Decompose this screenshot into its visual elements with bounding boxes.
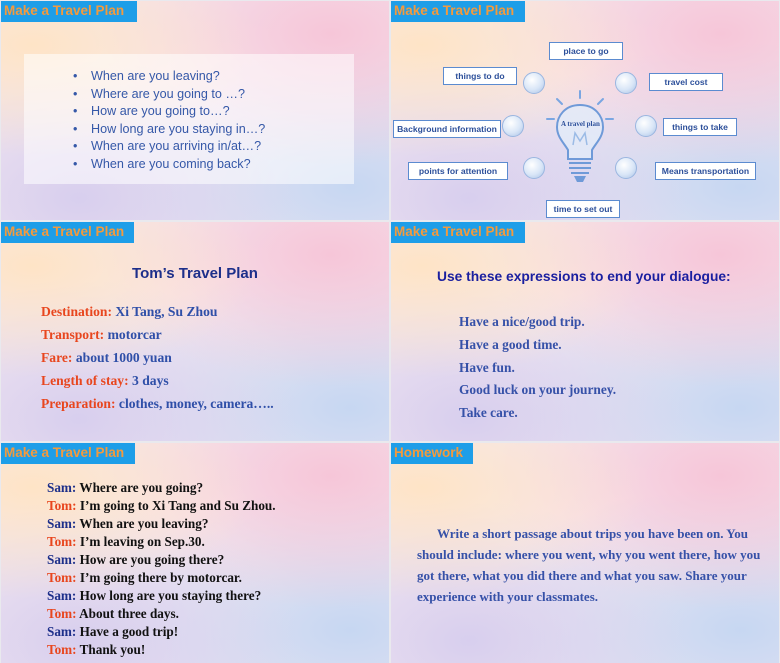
plan-value: 3 days	[132, 373, 169, 388]
expressions-heading: Use these expressions to end your dialogue:	[437, 269, 731, 284]
node-time-to-set-out: time to set out	[546, 200, 620, 218]
expression-item: Have a good time.	[459, 337, 562, 352]
dialogue-text: How long are you staying there?	[79, 588, 262, 603]
question-item: • How long are you staying in…?	[73, 121, 265, 139]
dialogue-line	[47, 624, 178, 640]
node-travel-cost: travel cost	[649, 73, 723, 91]
plan-key: Destination:	[41, 304, 112, 319]
slide-title: Make a Travel Plan	[1, 222, 134, 243]
dialogue-text: Where are you going?	[79, 480, 204, 495]
node-things-to-do: things to do	[443, 67, 517, 85]
questions-list	[73, 68, 265, 174]
plan-key: Transport:	[41, 327, 105, 342]
slide-title: Homework	[391, 443, 473, 464]
speaker-label: Sam:	[47, 516, 77, 531]
slide-mindmap	[391, 1, 779, 220]
slide-toms-plan	[1, 222, 389, 441]
dialogue-text: About three days.	[79, 606, 179, 621]
plan-key: Length of stay:	[41, 373, 129, 388]
dialogue-text: When are you leaving?	[79, 516, 209, 531]
dialogue-line	[47, 516, 208, 532]
slide-questions	[1, 1, 389, 220]
speaker-label: Sam:	[47, 552, 77, 567]
question-item: • When are you arriving in/at…?	[73, 138, 265, 156]
plan-value: motorcar	[107, 327, 162, 342]
plan-key: Preparation:	[41, 396, 116, 411]
plan-row	[41, 396, 274, 412]
expression-item: Good luck on your journey.	[459, 382, 617, 397]
slide-title: Make a Travel Plan	[1, 443, 135, 464]
dialogue-line	[47, 606, 179, 622]
plan-value: Xi Tang, Su Zhou	[115, 304, 218, 319]
speaker-label: Tom:	[47, 642, 77, 657]
slide-title: Make a Travel Plan	[391, 222, 525, 243]
slide-homework	[391, 443, 779, 663]
dialogue-line	[47, 552, 224, 568]
dialogue-line	[47, 588, 261, 604]
speaker-label: Tom:	[47, 498, 77, 513]
homework-paragraph: Write a short passage about trips you have been on. You should include: where you went, why you went there, how you got there, what you did there and what you saw. Share your experience with your classmates.	[417, 526, 761, 604]
node-background-information: Background information	[393, 120, 501, 138]
speaker-label: Tom:	[47, 606, 77, 621]
plan-row	[41, 304, 217, 320]
speaker-label: Sam:	[47, 588, 77, 603]
slide-title: Make a Travel Plan	[391, 1, 525, 22]
slide-title: Make a Travel Plan	[1, 1, 137, 22]
speaker-label: Tom:	[47, 534, 77, 549]
mindmap-center-label: A travel plan	[561, 120, 600, 128]
question-item: • How are you going to…?	[73, 103, 265, 121]
slide-expressions	[391, 222, 779, 441]
expression-item: Take care.	[459, 405, 518, 420]
plan-row	[41, 350, 172, 366]
expression-item: Have fun.	[459, 360, 515, 375]
dialogue-text: I’m going to Xi Tang and Su Zhou.	[79, 498, 276, 513]
node-connector-icon	[635, 115, 657, 137]
slide-dialogue	[1, 443, 389, 663]
dialogue-line	[47, 642, 145, 658]
homework-text	[417, 523, 767, 607]
plan-value: about 1000 yuan	[75, 350, 172, 365]
dialogue-text: How are you going there?	[79, 552, 225, 567]
dialogue-line	[47, 570, 242, 586]
node-connector-icon	[523, 72, 545, 94]
dialogue-text: Thank you!	[79, 642, 146, 657]
node-points-for-attention: points for attention	[408, 162, 508, 180]
question-item: • When are you coming back?	[73, 156, 265, 174]
plan-row	[41, 327, 162, 343]
node-connector-icon	[615, 157, 637, 179]
node-means-transportation: Means transportation	[655, 162, 756, 180]
lightbulb-icon	[545, 89, 615, 185]
node-things-to-take: things to take	[663, 118, 737, 136]
dialogue-line	[47, 534, 205, 550]
plan-key: Fare:	[41, 350, 73, 365]
speaker-label: Tom:	[47, 570, 77, 585]
speaker-label: Sam:	[47, 624, 77, 639]
node-connector-icon	[502, 115, 524, 137]
plan-heading: Tom’s Travel Plan	[132, 265, 258, 282]
node-connector-icon	[523, 157, 545, 179]
question-item: • Where are you going to …?	[73, 86, 265, 104]
node-place-to-go: place to go	[549, 42, 623, 60]
dialogue-line	[47, 480, 203, 496]
expression-item: Have a nice/good trip.	[459, 314, 585, 329]
node-connector-icon	[615, 72, 637, 94]
dialogue-text: I’m leaving on Sep.30.	[79, 534, 205, 549]
plan-value: clothes, money, camera…..	[118, 396, 274, 411]
dialogue-line	[47, 498, 276, 514]
dialogue-text: Have a good trip!	[79, 624, 179, 639]
speaker-label: Sam:	[47, 480, 77, 495]
dialogue-text: I’m going there by motorcar.	[79, 570, 242, 585]
plan-row	[41, 373, 169, 389]
question-item: • When are you leaving?	[73, 68, 265, 86]
